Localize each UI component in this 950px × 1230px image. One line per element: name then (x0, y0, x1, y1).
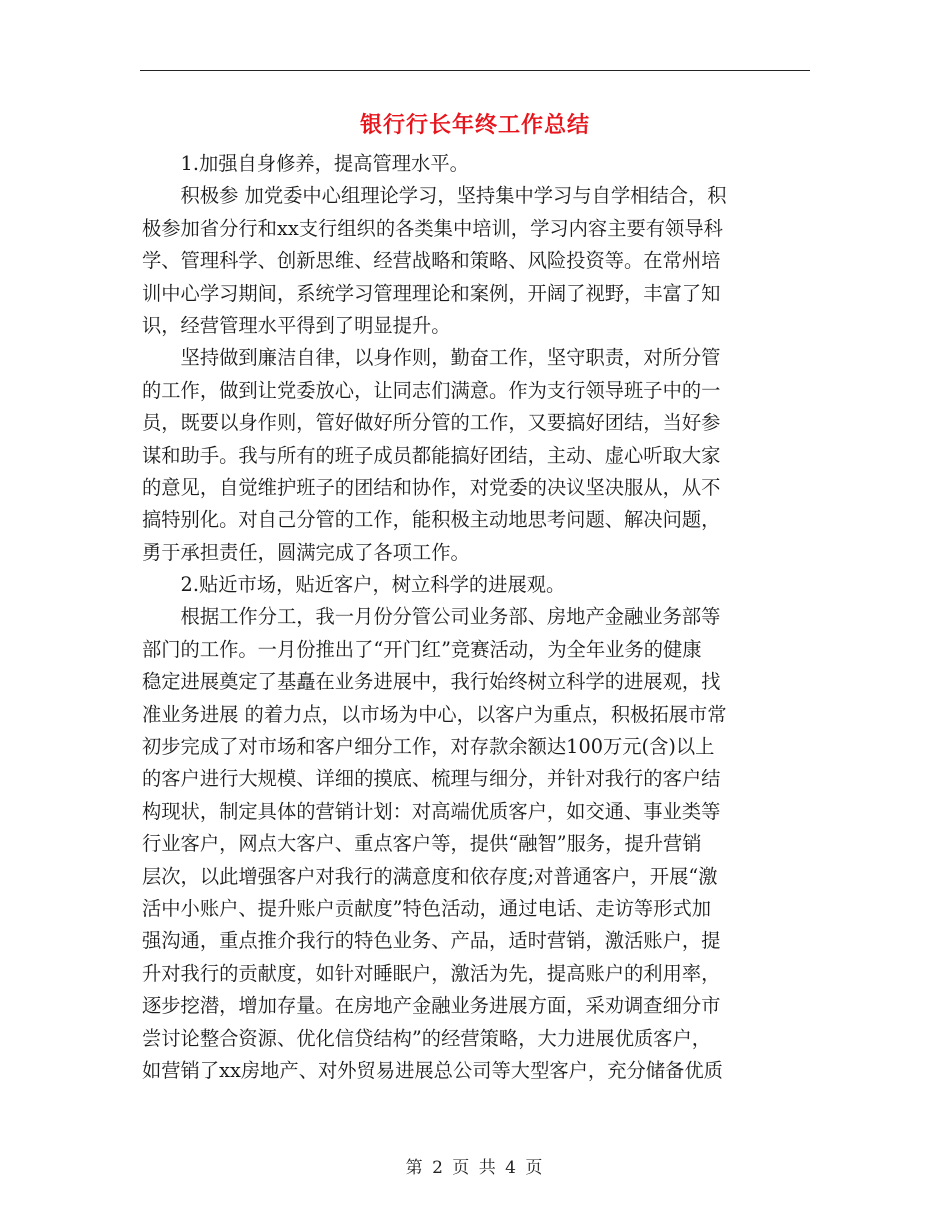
document-body (142, 148, 810, 1087)
text-line: 升对我行的贡献度，如针对睡眠户，激活为先，提高账户的利用率， (142, 961, 721, 985)
document-title: 银行行长年终工作总结 (359, 112, 590, 138)
text-line: 部门的工作。一月份推出了“开门红”竞赛活动，为全年业务的健康 (142, 637, 702, 661)
text-line: 搞特别化。对自己分管的工作，能积极主动地思考问题、解决问题， (142, 508, 721, 532)
text-line: 识，经营管理水平得到了明显提升。 (142, 313, 451, 337)
text-line: 层次，以此增强客户对我行的满意度和依存度;对普通客户，开展“激 (142, 864, 718, 888)
text-line: 学、管理科学、创新思维、经营战略和策略、风险投资等。在常州培 (142, 249, 721, 273)
text-line: 极参加省分行和xx支行组织的各类集中培训，学习内容主要有领导科 (142, 216, 723, 240)
text-line: 坚持做到廉洁自律，以身作则，勤奋工作，坚守职责，对所分管 (142, 346, 721, 370)
text-line: 谋和助手。我与所有的班子成员都能搞好团结，主动、虚心听取大家 (142, 443, 721, 467)
text-line: 稳定进展奠定了基矗在业务进展中，我行始终树立科学的进展观，找 (142, 670, 721, 694)
text-line: 行业客户，网点大客户、重点客户等，提供“融智”服务，提升营销 (142, 832, 702, 856)
text-line: 的工作，做到让党委放心，让同志们满意。作为支行领导班子中的一 (142, 378, 721, 402)
text-line: 强沟通，重点推介我行的特色业务、产品，适时营销，激活账户，提 (142, 929, 721, 953)
text-line: 准业务进展 的着力点，以市场为中心，以客户为重点，积极拓展市常 (142, 702, 727, 726)
text-line: 训中心学习期间，系统学习管理理论和案例，开阔了视野，丰富了知 (142, 281, 721, 305)
text-line: 积极参 加党委中心组理论学习，坚持集中学习与自学相结合，积 (142, 184, 727, 208)
text-line: 如营销了xx房地产、对外贸易进展总公司等大型客户，充分储备优质 (142, 1058, 723, 1082)
text-line: 构现状，制定具体的营销计划：对高端优质客户，如交通、事业类等 (142, 799, 721, 823)
text-line: 的意见，自觉维护班子的团结和协作，对党委的决议坚决服从，从不 (142, 475, 721, 499)
text-line: 勇于承担责任，圆满完成了各项工作。 (142, 540, 470, 564)
text-line: 根据工作分工，我一月份分管公司业务部、房地产金融业务部等 (142, 605, 721, 629)
text-line: 员，既要以身作则，管好做好所分管的工作，又要搞好团结，当好参 (142, 411, 721, 435)
header-rule (140, 70, 810, 71)
text-line: 初步完成了对市场和客户细分工作，对存款余额达100万元(含)以上 (142, 735, 715, 759)
text-line: 1.加强自身修养，提高管理水平。 (142, 152, 469, 175)
text-line: 逐步挖潜，增加存量。在房地产金融业务进展方面，采劝调查细分市 (142, 994, 721, 1018)
text-line: 尝讨论整合资源、优化信贷结构”的经营策略，大力进展优质客户， (142, 1026, 712, 1050)
page-footer: 第 2 页 共 4 页 (405, 1158, 545, 1178)
text-line: 2.贴近市场，贴近客户，树立科学的进展观。 (142, 573, 566, 597)
text-line: 活中小账户、提升账户贡献度”特色活动，通过电话、走访等形式加 (142, 896, 712, 920)
text-line: 的客户进行大规模、详细的摸底、梳理与细分，并针对我行的客户结 (142, 767, 721, 791)
